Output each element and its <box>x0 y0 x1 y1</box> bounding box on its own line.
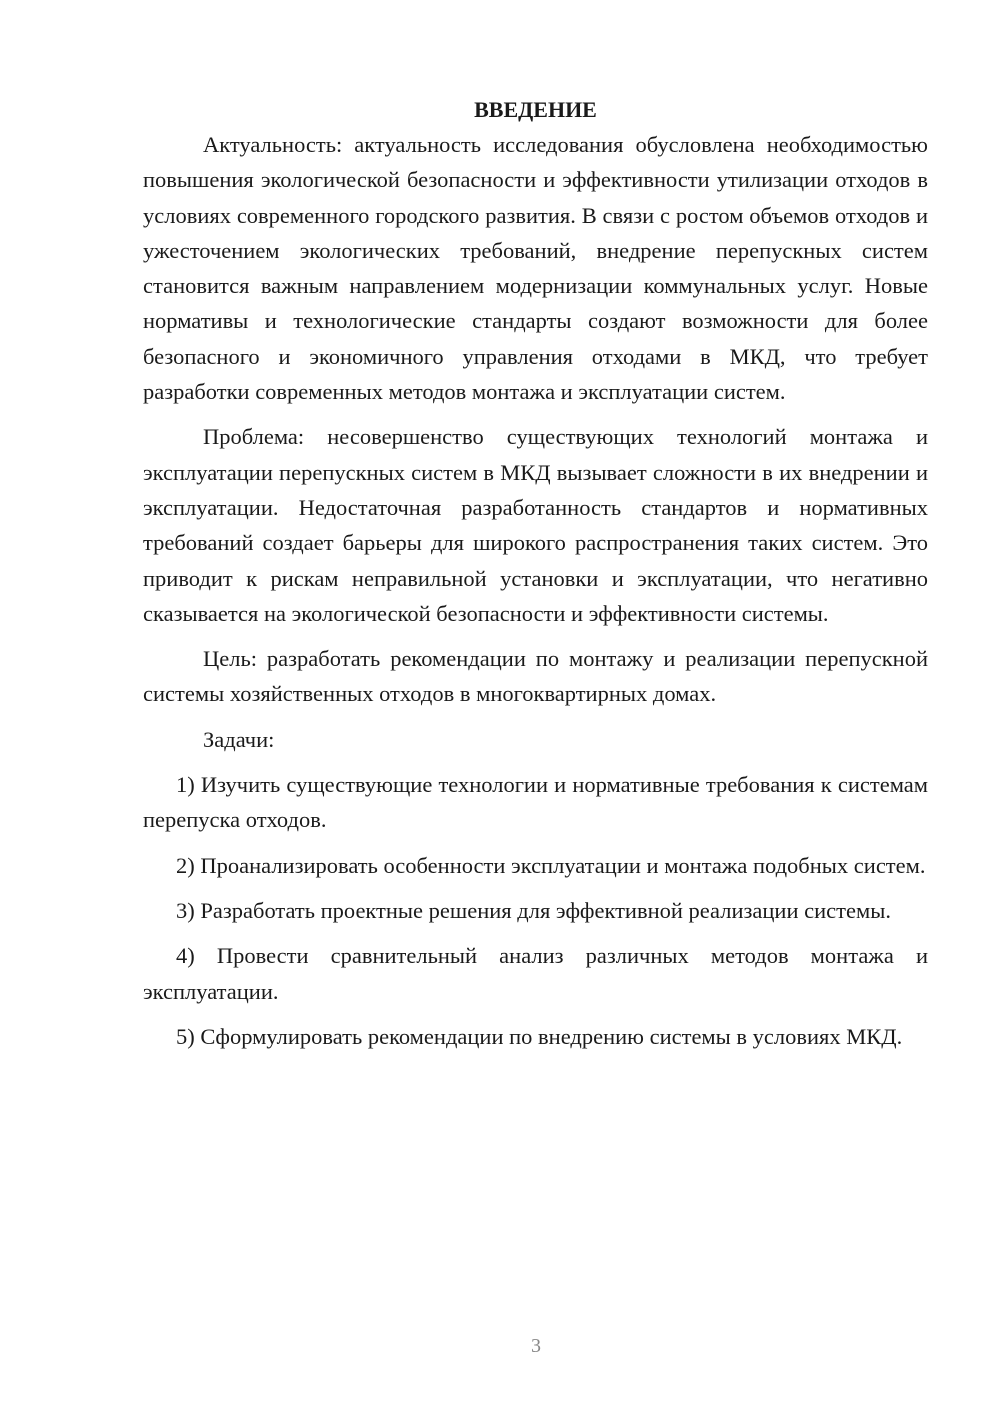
task-item-1: 1) Изучить существующие технологии и нормативные требования к системам перепуска отходов. <box>143 772 928 833</box>
tasks-heading: Задачи: <box>203 726 275 752</box>
page-number: 3 <box>531 1335 541 1357</box>
paragraph-goal: Цель: разработать рекомендации по монтажу и реализации перепускной системы хозяйственных отходов в многоквартирных домах. <box>143 646 928 707</box>
task-item-3: 3) Разработать проектные решения для эффективной реализации системы. <box>176 897 891 923</box>
task-item-4: 4) Провести сравнительный анализ различных методов монтажа и эксплуатации. <box>143 943 928 1004</box>
task-item-2: 2) Проанализировать особенности эксплуатации и монтажа подобных систем. <box>176 852 926 878</box>
paragraph-relevance: Актуальность: актуальность исследования обусловлена необходимостью повышения экологической безопасности и эффективности утилизации отходов в условиях современного городского развития. В связи с ростом объемов отходов и ужесточением экологических требований, внедрение перепускных систем становится важным направлением модернизации коммунальных услуг. Новые нормативы и технологические стандарты создают возможности для более безопасного и экономичного управления отходами в МКД, что требует разработки современных методов монтажа и эксплуатации систем. <box>143 132 928 405</box>
section-title: ВВЕДЕНИЕ <box>474 97 597 122</box>
task-item-5: 5) Сформулировать рекомендации по внедрению системы в условиях МКД. <box>176 1023 903 1049</box>
document-page <box>143 92 928 1054</box>
paragraph-problem: Проблема: несовершенство существующих технологий монтажа и эксплуатации перепускных систем в МКД вызывает сложности в их внедрении и эксплуатации. Недостаточная разработанность стандартов и нормативных требований создает барьеры для широкого распространения таких систем. Это приводит к рискам неправильной установки и эксплуатации, что негативно сказывается на экологической безопасности и эффективности системы. <box>143 424 928 626</box>
